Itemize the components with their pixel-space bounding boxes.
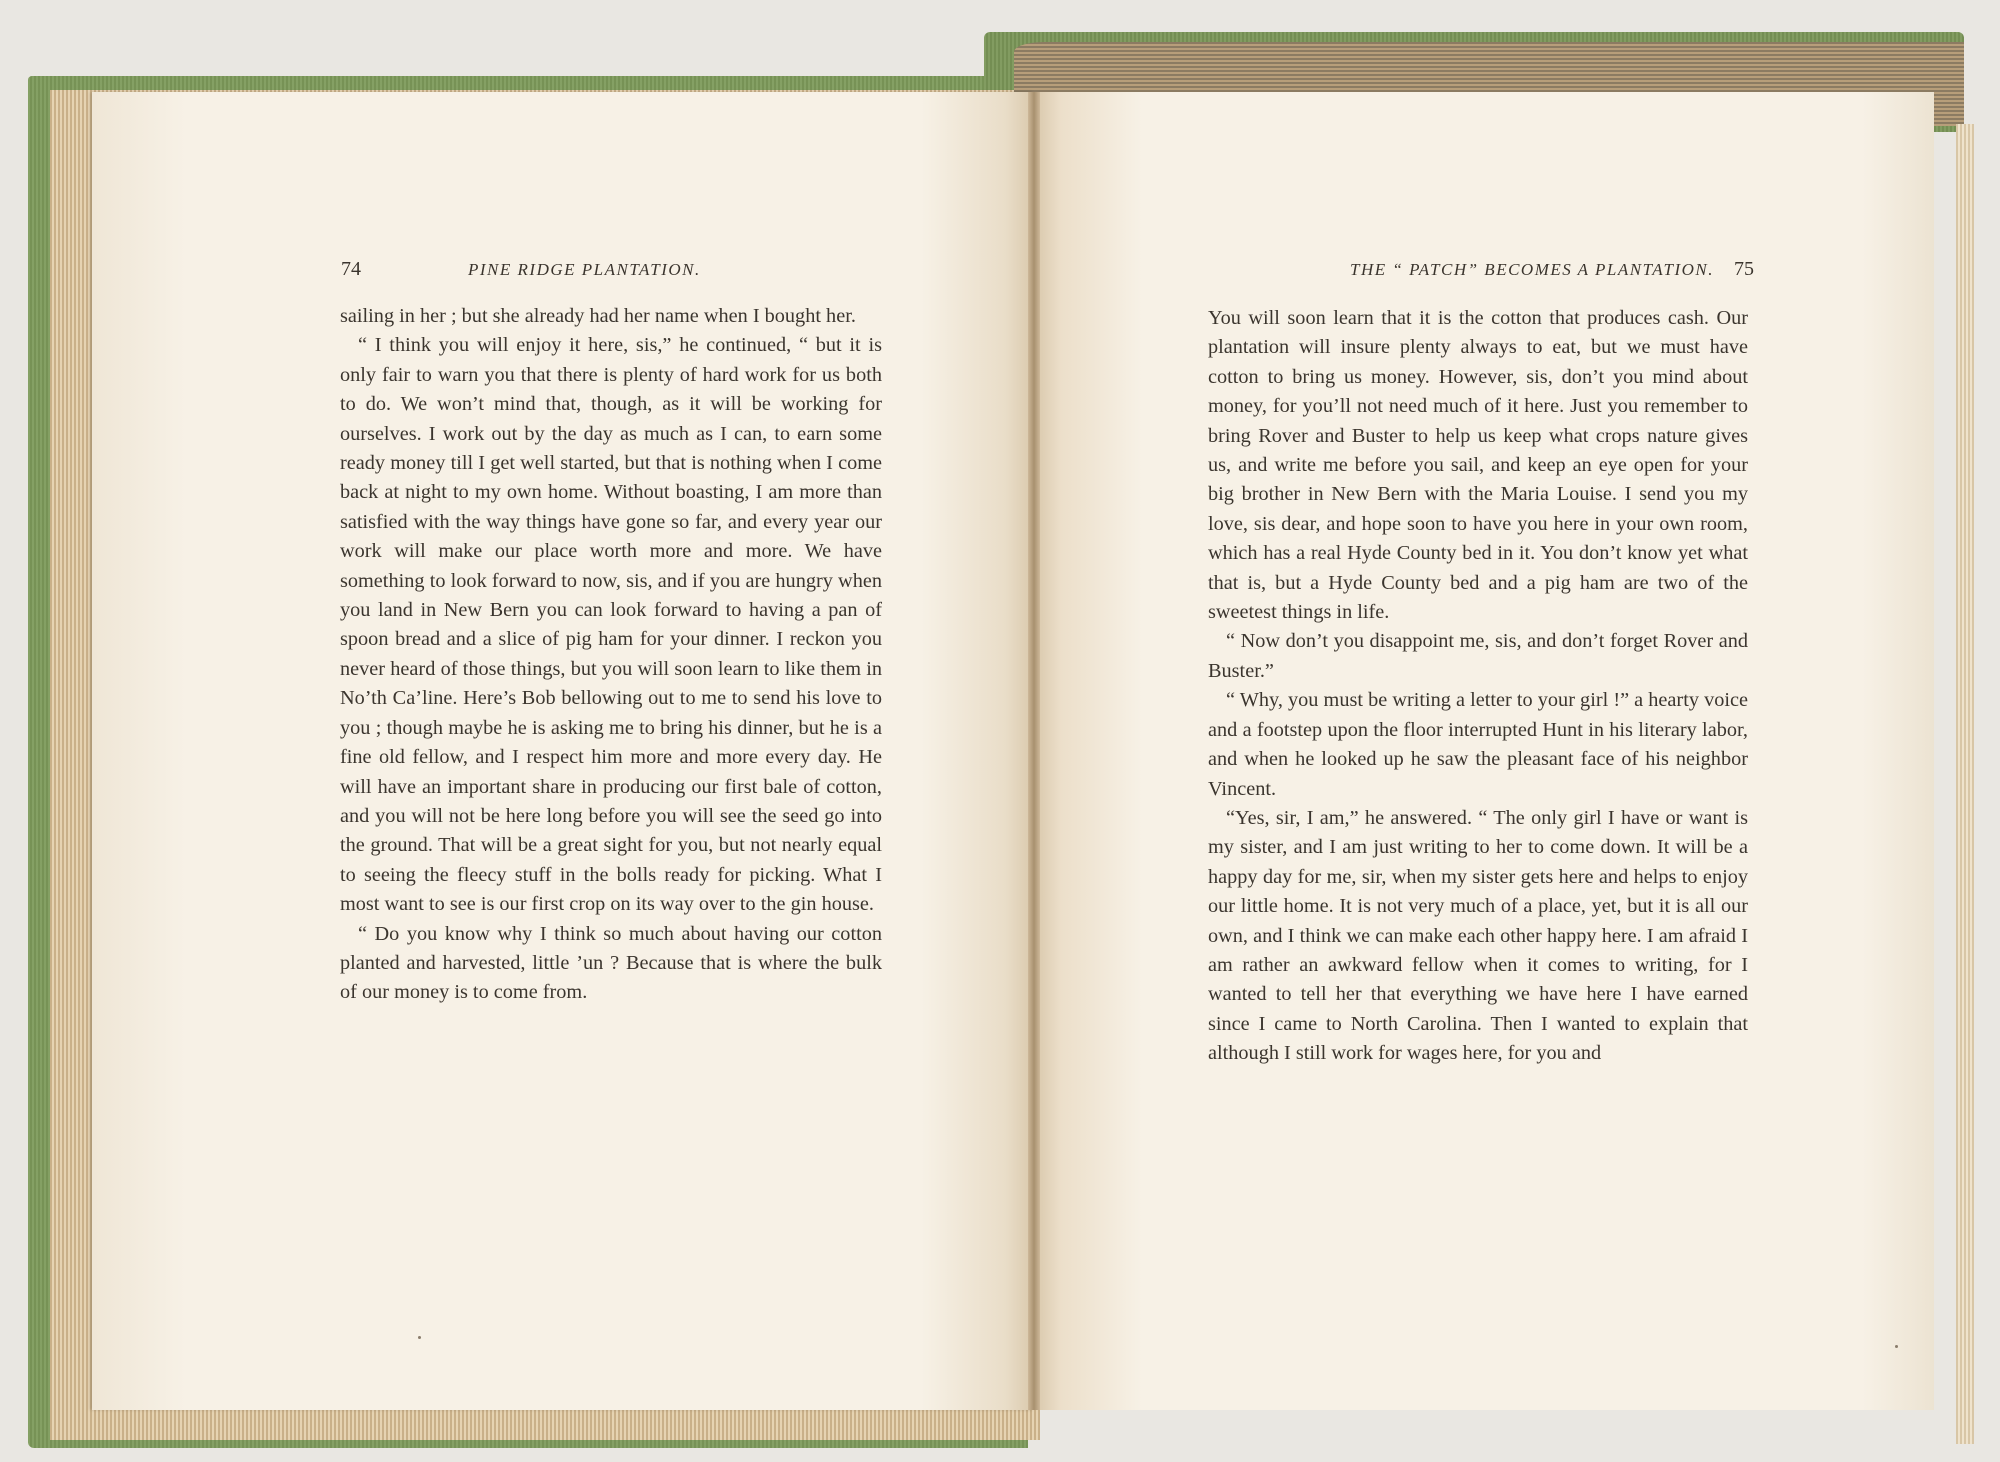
left-running-head — [341, 258, 761, 288]
right-paragraph-2: “ Now don’t you disappoint me, sis, and don’t forget Rover and Buster.” — [1208, 630, 1748, 682]
paper-speck — [1895, 1345, 1898, 1348]
left-page-number: 74 — [341, 258, 361, 280]
paper-speck — [418, 1336, 421, 1339]
right-paragraph-3: “ Why, you must be writing a letter to your girl !” a hearty voice and a footstep upon the floor interrupted Hunt in his literary labor, and when he looked up he saw the pleasant face of his neighbor Vincent. — [1208, 689, 1748, 800]
right-running-head — [1250, 258, 1754, 288]
right-running-title: THE “ PATCH” BECOMES A PLANTATION. — [1350, 260, 1714, 279]
left-paragraph-3: “ Do you know why I think so much about having our cotton planted and harvested, little ’un ? Because that is where the bulk of our money is to come from. — [340, 922, 882, 1004]
page-edges-right — [1956, 124, 1974, 1444]
right-page-number: 75 — [1734, 258, 1754, 280]
left-page-text — [340, 302, 882, 1008]
right-paragraph-1: You will soon learn that it is the cotton that produces cash. Our plantation will insure plenty always to eat, but we must have cotton to bring us money. However, sis, don’t you mind about money, for you’ll not need much of it here. Just you remember to bring Rover and Buster to help us keep what crops nature gives us, and write me before you sail, and keep an eye open for your big brother in New Bern with the Maria Louise. I send you my love, sis dear, and hope soon to have you here in your own room, which has a real Hyde County bed in it. You don’t know yet what that is, but a Hyde County bed and a pig ham are two of the sweetest things in life. — [1208, 307, 1748, 624]
left-running-title: PINE RIDGE PLANTATION. — [468, 260, 701, 279]
right-page-text — [1208, 304, 1748, 1069]
left-paragraph-1: sailing in her ; but she already had her name when I bought her. — [340, 305, 856, 327]
book-gutter — [1028, 92, 1040, 1410]
right-paragraph-4: “Yes, sir, I am,” he answered. “ The only girl I have or want is my sister, and I am just writing to her to come down. It will be a happy day for me, sir, when my sister gets here and helps to enjoy our little home. It is not very much of a place, yet, but it is all our own, and I think we can make each other happy here. I am afraid I am rather an awkward fellow when it comes to writing, for I wanted to tell her that everything we have here I have earned since I came to North Carolina. Then I wanted to explain that although I still work for wages here, for you and — [1208, 806, 1748, 1065]
left-paragraph-2: “ I think you will enjoy it here, sis,” he continued, “ but it is only fair to warn you that there is plenty of hard work for us both to do. We won’t mind that, though, as it will be working for ourselves. I work out by the day as much as I can, to earn some ready money till I get well started, but that is nothing when I come back at night to my own home. Without boasting, I am more than satisfied with the way things have gone so far, and every year our work will make our place worth more and more. We have something to look forward to now, sis, and if you are hungry when you land in New Bern you can look forward to having a pan of spoon bread and a slice of pig ham for your dinner. I reckon you never heard of those things, but you will soon learn to like them in No’th Ca’line. Here’s Bob bellowing out to me to send his love to you ; though maybe he is asking me to bring his dinner, but he is a fine old fellow, and I respect him more and more every day. He will have an important share in producing our first bale of cotton, and you will not be here long before you will see the seed go into the ground. That will be a great sight for you, but not nearly equal to seeing the fleecy stuff in the bolls ready for picking. What I most want to see is our first crop on its way over to the gin house. — [340, 334, 882, 916]
